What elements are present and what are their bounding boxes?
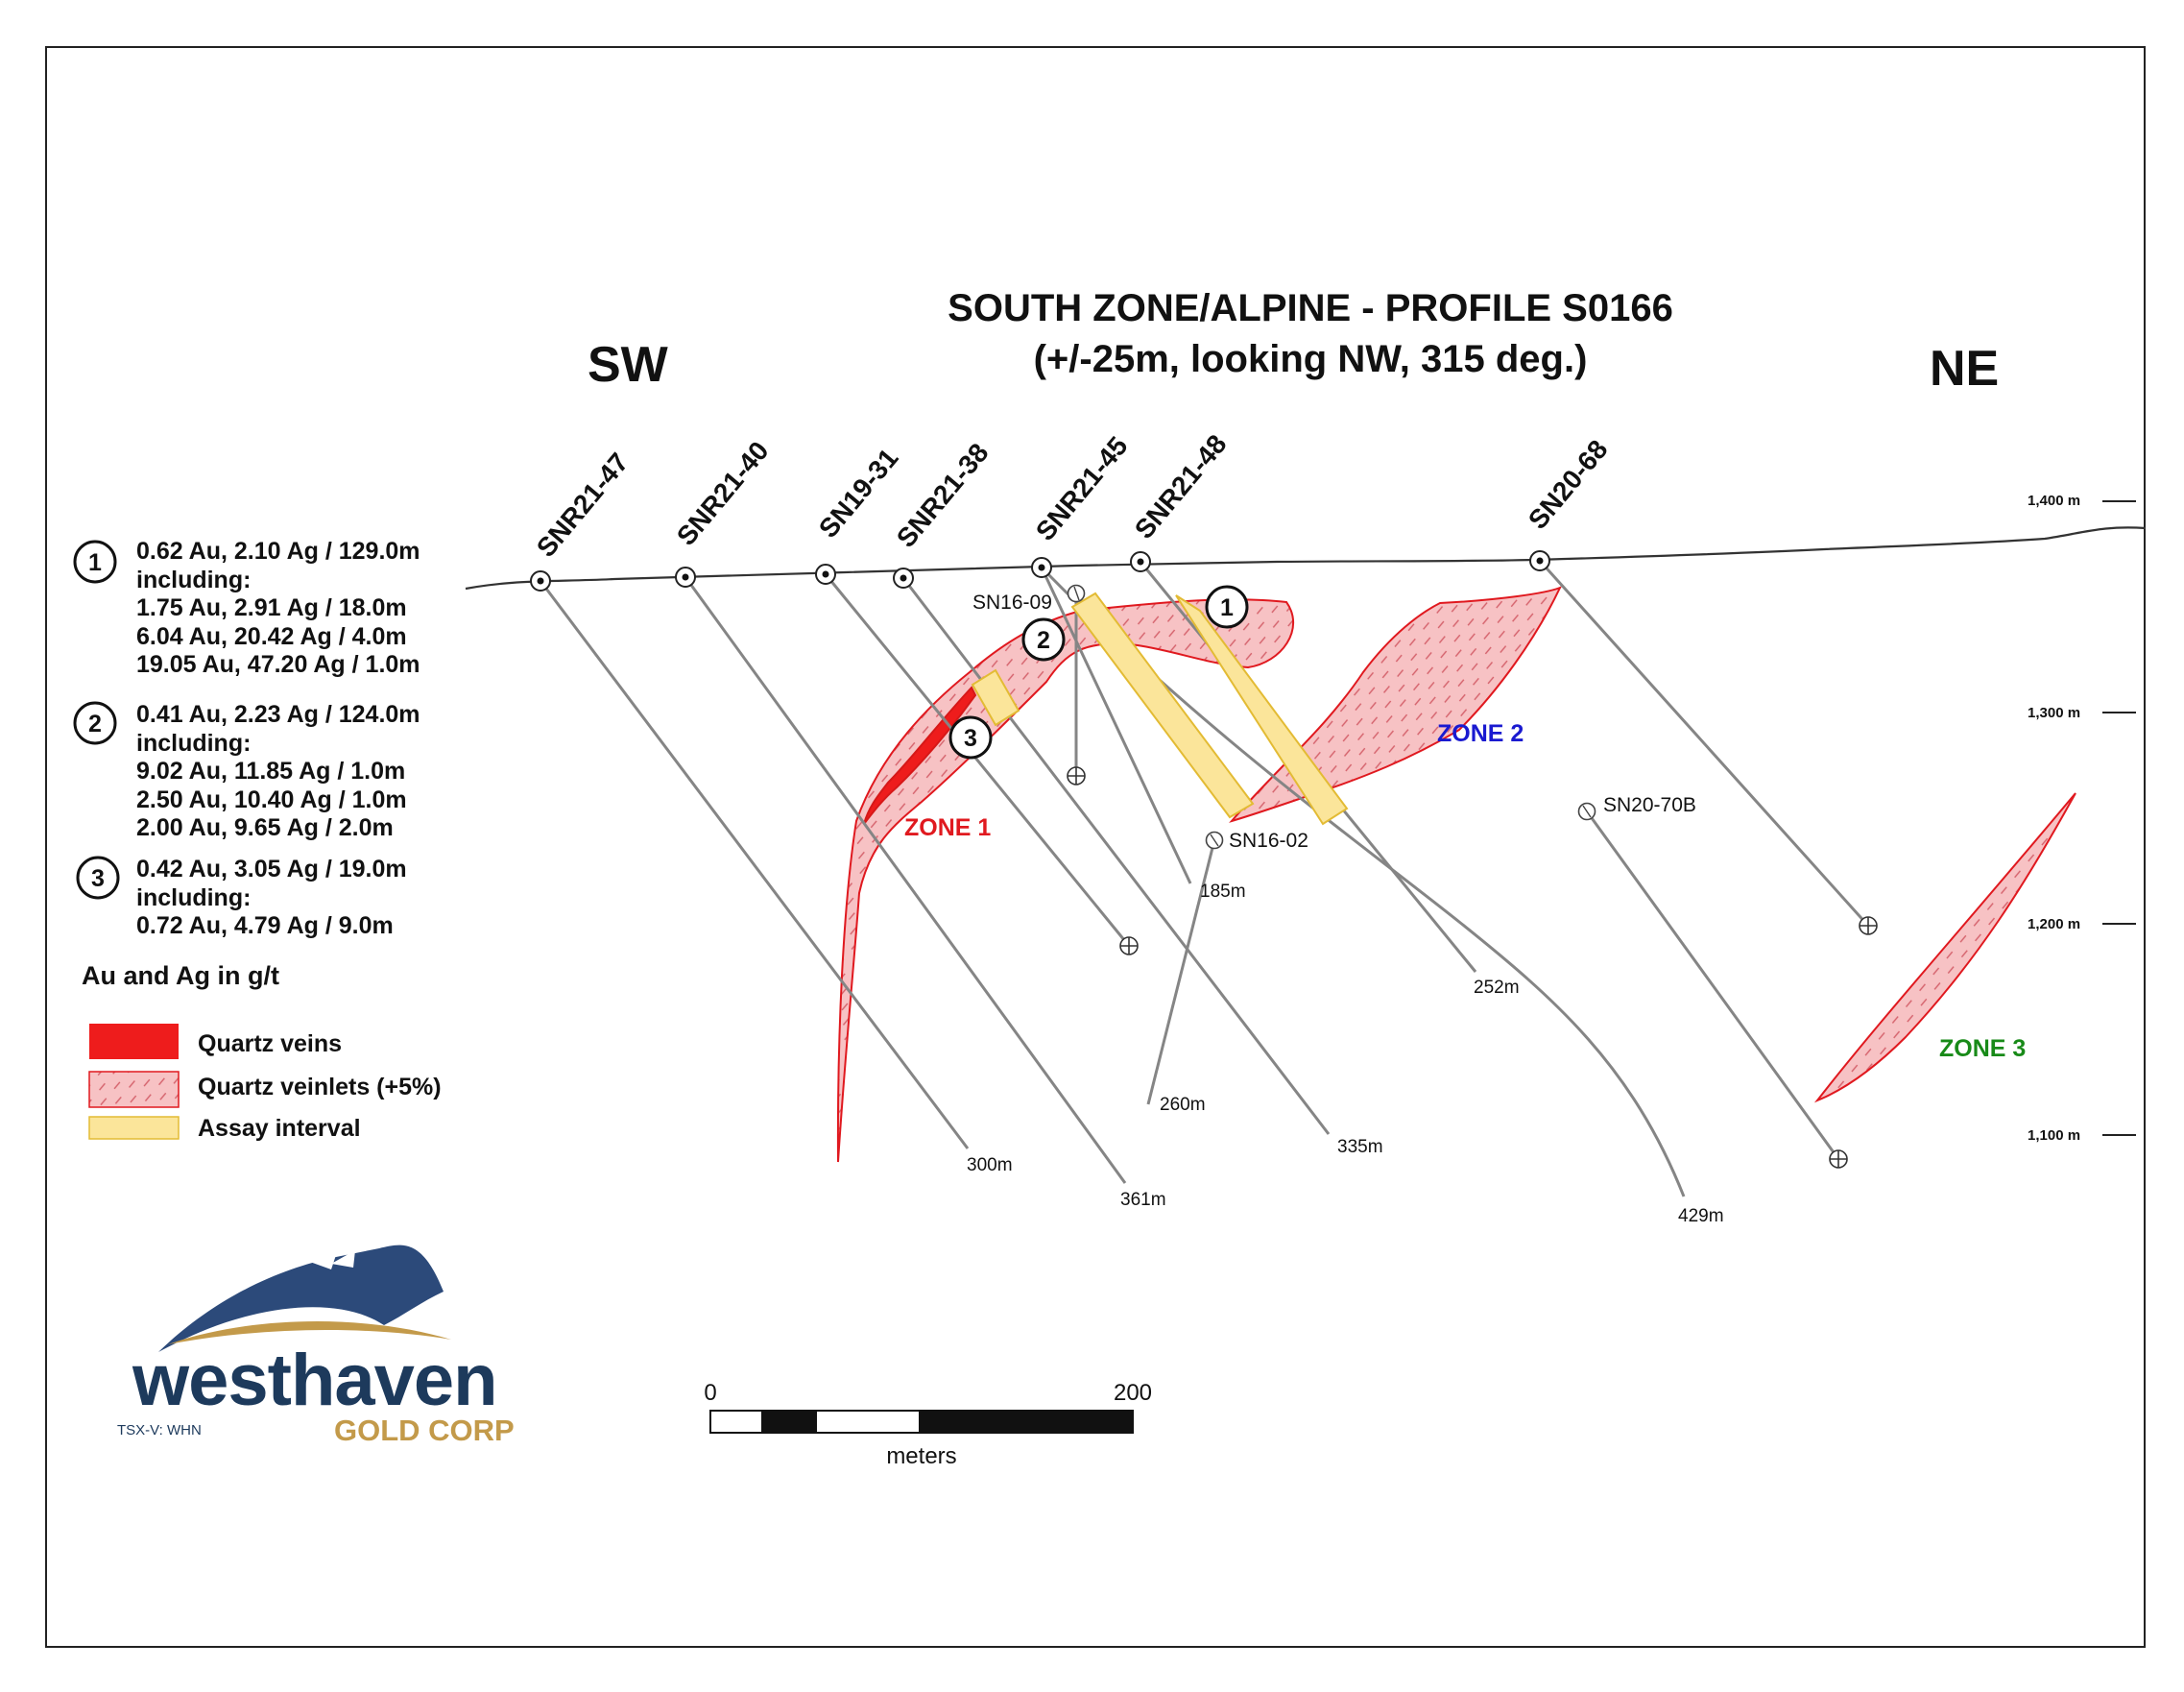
collar-icon xyxy=(1530,551,1549,570)
svg-text:1: 1 xyxy=(1220,594,1234,621)
collar-icon xyxy=(1032,558,1051,577)
legend-swatch-quartz-veins xyxy=(89,1024,179,1059)
hole-end-icon xyxy=(1860,917,1877,934)
units-note: Au and Ag in g/t xyxy=(82,961,279,990)
svg-text:2.50 Au, 10.40 Ag / 1.0m: 2.50 Au, 10.40 Ag / 1.0m xyxy=(136,786,407,813)
hole-label: SNR21-48 xyxy=(1128,428,1233,544)
hole-label: SNR21-40 xyxy=(670,435,775,551)
drillhole-labels xyxy=(531,429,1614,563)
offsection-hole-icon xyxy=(1579,804,1596,820)
svg-text:6.04 Au, 20.42 Ag / 4.0m: 6.04 Au, 20.42 Ag / 4.0m xyxy=(136,623,407,650)
offsection-hole-icon xyxy=(1068,586,1085,602)
svg-text:0.41 Au, 2.23 Ag / 124.0m: 0.41 Au, 2.23 Ag / 124.0m xyxy=(136,701,420,728)
scale-unit-label: meters xyxy=(886,1443,957,1469)
direction-sw: SW xyxy=(588,337,668,393)
svg-text:2: 2 xyxy=(1037,627,1050,654)
svg-text:including:: including: xyxy=(136,567,252,593)
collar-icon xyxy=(676,568,695,587)
legend-label: Assay interval xyxy=(198,1115,361,1142)
offsection-hole-icon xyxy=(1207,833,1223,849)
zone-3-label: ZONE 3 xyxy=(1939,1035,2027,1062)
hole-label: SNR21-47 xyxy=(530,447,635,563)
svg-text:0.62 Au, 2.10 Ag / 129.0m: 0.62 Au, 2.10 Ag / 129.0m xyxy=(136,538,420,565)
legend-swatch-assay-interval xyxy=(89,1117,179,1139)
elevation-label: 1,400 m xyxy=(2028,493,2081,509)
elevation-scale xyxy=(2028,493,2136,1144)
svg-text:3: 3 xyxy=(91,865,105,892)
hole-label: SN19-31 xyxy=(812,443,904,544)
logo-wordmark: westhaven xyxy=(132,1340,497,1421)
intercept-list xyxy=(75,538,420,939)
section-title-line2: (+/-25m, looking NW, 315 deg.) xyxy=(1033,338,1588,380)
depth-label: 335m xyxy=(1337,1137,1383,1157)
svg-text:including:: including: xyxy=(136,730,252,757)
logo-subtitle: GOLD CORP xyxy=(334,1414,515,1447)
depth-label: 429m xyxy=(1678,1206,1724,1226)
svg-text:19.05 Au, 47.20 Ag / 1.0m: 19.05 Au, 47.20 Ag / 1.0m xyxy=(136,651,420,678)
collar-icon xyxy=(816,565,835,584)
section-title-line1: SOUTH ZONE/ALPINE - PROFILE S0166 xyxy=(948,287,1673,329)
logo-ticker: TSX-V: WHN xyxy=(117,1422,202,1438)
collar-icon xyxy=(531,571,550,591)
depth-label: 260m xyxy=(1160,1095,1206,1115)
hole-label: SNR21-38 xyxy=(890,437,995,553)
zone-1-label: ZONE 1 xyxy=(904,814,992,841)
elevation-label: 1,100 m xyxy=(2028,1127,2081,1144)
legend-swatch-quartz-veinlets xyxy=(89,1072,179,1107)
zone-2-label: ZONE 2 xyxy=(1437,720,1524,747)
logo-mountain-icon xyxy=(158,1245,451,1352)
svg-text:0.72 Au, 4.79 Ag / 9.0m: 0.72 Au, 4.79 Ag / 9.0m xyxy=(136,912,394,939)
svg-text:1: 1 xyxy=(88,549,102,576)
offsection-label: SN16-02 xyxy=(1229,830,1308,852)
intercept-item-2 xyxy=(75,701,420,841)
intercept-callout-1 xyxy=(1207,587,1247,627)
svg-text:2.00 Au, 9.65 Ag / 2.0m: 2.00 Au, 9.65 Ag / 2.0m xyxy=(136,814,394,841)
offsection-label: SN16-09 xyxy=(972,592,1052,614)
hole-end-icon xyxy=(1120,937,1138,955)
depth-label: 252m xyxy=(1474,978,1520,998)
collar-icon xyxy=(894,568,913,588)
svg-text:0.42 Au, 3.05 Ag / 19.0m: 0.42 Au, 3.05 Ag / 19.0m xyxy=(136,856,407,882)
offsection-label: SN20-70B xyxy=(1603,794,1696,816)
collar-icon xyxy=(1131,552,1150,571)
elevation-label: 1,300 m xyxy=(2028,705,2081,721)
legend xyxy=(89,1024,442,1142)
legend-label: Quartz veins xyxy=(198,1030,343,1057)
elevation-label: 1,200 m xyxy=(2028,916,2081,932)
intercept-callout-3 xyxy=(950,717,991,758)
svg-text:3: 3 xyxy=(964,725,977,752)
depth-label: 361m xyxy=(1120,1190,1166,1210)
hole-end-icon xyxy=(1830,1150,1847,1168)
scale-max-label: 200 xyxy=(1113,1380,1153,1406)
depth-label: 300m xyxy=(967,1155,1013,1175)
hole-label: SNR21-45 xyxy=(1029,430,1134,546)
intercept-item-3 xyxy=(78,856,407,939)
svg-text:1.75 Au, 2.91 Ag / 18.0m: 1.75 Au, 2.91 Ag / 18.0m xyxy=(136,594,407,621)
intercept-callout-2 xyxy=(1023,619,1064,660)
scale-bar xyxy=(704,1380,1152,1469)
svg-text:including:: including: xyxy=(136,884,252,911)
direction-ne: NE xyxy=(1930,341,2000,397)
drillhole-collars xyxy=(531,551,1549,591)
depth-label: 185m xyxy=(1200,882,1246,902)
scale-min-label: 0 xyxy=(704,1380,717,1406)
legend-label: Quartz veinlets (+5%) xyxy=(198,1074,442,1100)
hole-end-icon xyxy=(1068,767,1085,785)
hole-label: SN20-68 xyxy=(1522,434,1614,535)
intercept-item-1 xyxy=(75,538,420,678)
svg-text:9.02 Au, 11.85 Ag / 1.0m: 9.02 Au, 11.85 Ag / 1.0m xyxy=(136,758,406,785)
topography-line xyxy=(466,527,2146,589)
svg-text:2: 2 xyxy=(88,711,102,737)
depth-labels xyxy=(967,882,1724,1226)
